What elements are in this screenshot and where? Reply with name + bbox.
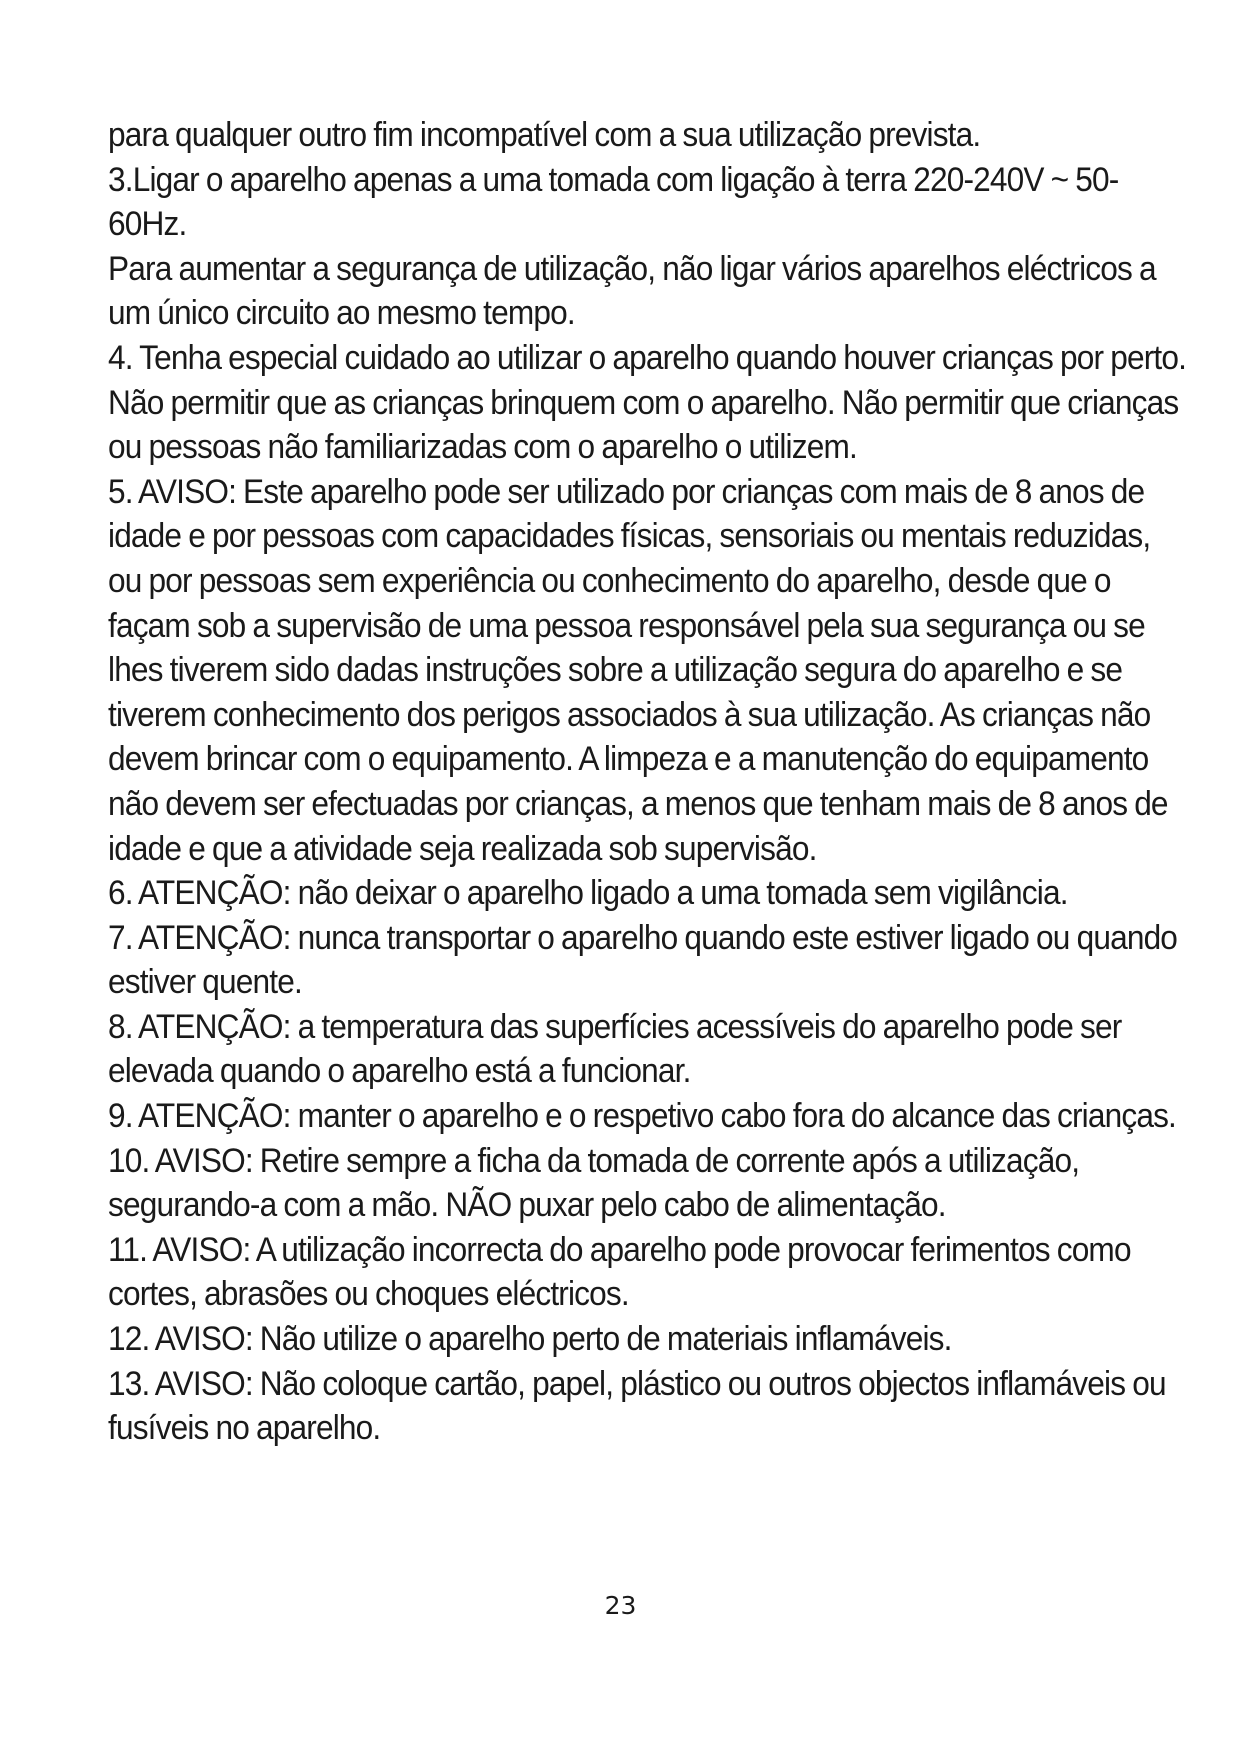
page-number: 23 [604,1591,637,1620]
instruction-5-warning-use: 5. AVISO: Este aparelho pode ser utilizado por crianças com mais de 8 anos de idade e por pessoas com capacidades físicas, sensoriais ou mentais reduzidas, ou por pessoas sem experiência ou conhecimento do aparelho, desde que o façam sob a supervisão de uma pessoa responsável pela sua segurança ou se lhes tiverem sido dadas instruções sobre a utilização segura do aparelho e se tiverem conhecimento dos perigos associados à sua utilização. As crianças não devem brincar com o equipamento. A limpeza e a manutenção do equipamento não devem ser efectuadas por crianças, a menos que tenham mais de 8 anos de idade e que a atividade seja realizada sob supervisão. [108,472,1168,868]
instruction-4-children-care: 4. Tenha especial cuidado ao utilizar o aparelho quando houver crianças por perto. Não permitir que as crianças brinquem com o aparelho. Não permitir que crianças ou pessoas não familiarizadas com o aparelho o utilizem. [108,338,1187,467]
instruction-9-attention-children-reach: 9. ATENÇÃO: manter o aparelho e o respetivo cabo fora do alcance das crianças. [108,1097,1177,1136]
instruction-7-attention-transport: 7. ATENÇÃO: nunca transportar o aparelho quando este estiver ligado ou quando estiver quente. [108,918,1178,1002]
instruction-3-grounded-outlet: 3.Ligar o aparelho apenas a uma tomada com ligação à terra 220-240V ~ 50-60Hz. [108,160,1119,244]
instruction-8-attention-temperature: 8. ATENÇÃO: a temperatura das superfícies acessíveis do aparelho pode ser elevada quando o aparelho está a funcionar. [108,1007,1122,1091]
instruction-11-warning-misuse: 11. AVISO: A utilização incorrecta do aparelho pode provocar ferimentos como cortes, abrasões ou choques eléctricos. [108,1230,1131,1314]
instruction-13-warning-objects: 13. AVISO: Não coloque cartão, papel, plástico ou outros objectos inflamáveis ou fusíveis no aparelho. [108,1364,1166,1448]
instruction-12-warning-flammable: 12. AVISO: Não utilize o aparelho perto de materiais inflamáveis. [108,1320,952,1359]
instruction-3-circuit-note: Para aumentar a segurança de utilização, não ligar vários aparelhos eléctricos a um único circuito ao mesmo tempo. [108,249,1156,333]
paragraph-continuation: para qualquer outro fim incompatível com a sua utilização prevista. [108,116,981,154]
instruction-10-warning-unplug: 10. AVISO: Retire sempre a ficha da tomada de corrente após a utilização, segurando-a com a mão. NÃO puxar pelo cabo de alimentação. [108,1141,1080,1225]
instruction-6-attention-unattended: 6. ATENÇÃO: não deixar o aparelho ligado a uma tomada sem vigilância. [108,874,1068,913]
safety-instructions-text [108,113,1188,1451]
